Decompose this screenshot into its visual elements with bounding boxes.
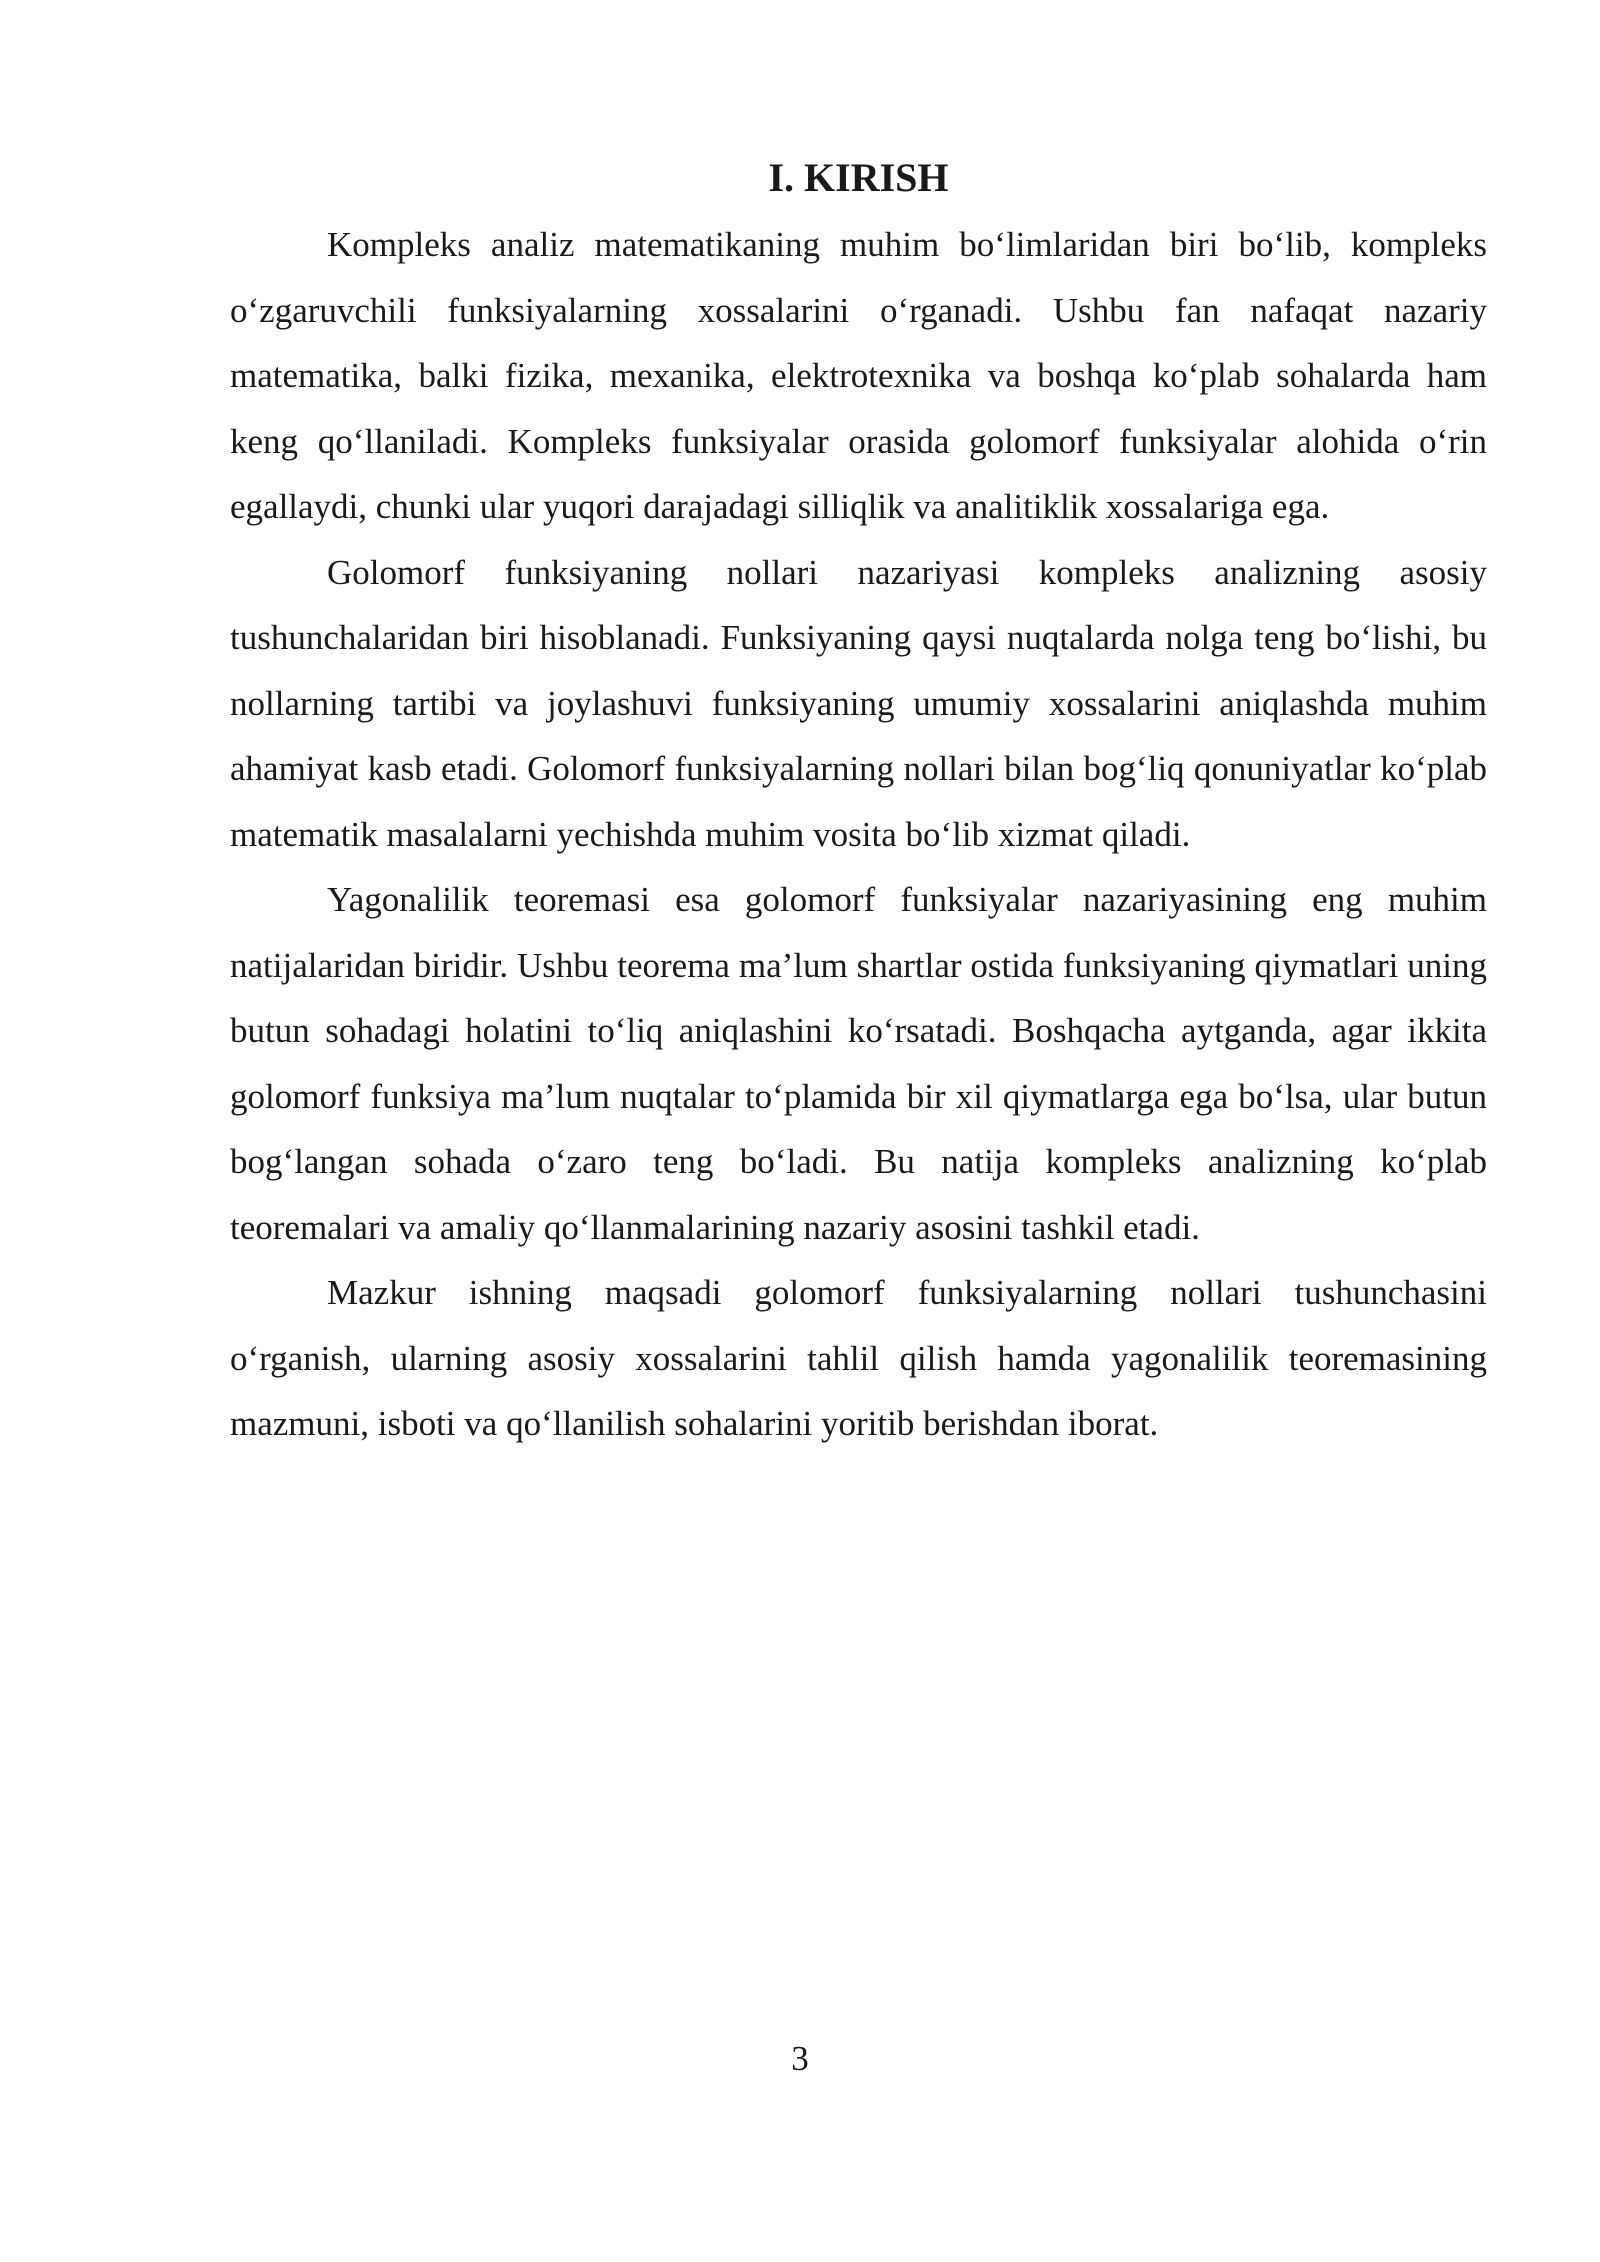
paragraph: Golomorf funksiyaning nollari nazariyasi kompleks analizning asosiy tushunchalaridan biri hisoblanadi. Funksiyaning qaysi nuqtalarda nolga teng bo‘lishi, bu nollarning tartibi va joylashuvi funksiyaning umumiy xossalarini aniqlashda muhim ahamiyat kasb etadi. Golomorf funksiyalarning nollari bilan bog‘liq qonuniyatlar ko‘plab matematik masalalarni yechishda muhim vosita bo‘lib xizmat qiladi. — [230, 552, 1487, 854]
section-heading: I. KIRISH — [768, 155, 949, 200]
page-content — [230, 150, 1487, 1457]
page-number: 3 — [791, 2039, 809, 2078]
paragraph: Yagonalilik teoremasi esa golomorf funksiyalar nazariyasining eng muhim natijalaridan biridir. Ushbu teorema ma’lum shartlar ostida funksiyaning qiymatlari uning butun sohadagi holatini to‘liq aniqlashini ko‘rsatadi. Boshqacha aytganda, agar ikkita golomorf funksiya ma’lum nuqtalar to‘plamida bir xil qiymatlarga ega bo‘lsa, ular butun bog‘langan sohada o‘zaro teng bo‘ladi. Bu natija kompleks analizning ko‘plab teoremalari va amaliy qo‘llanmalarining nazariy asosini tashkil etadi. — [230, 880, 1487, 1247]
paragraph: Mazkur ishning maqsadi golomorf funksiyalarning nollari tushunchasini o‘rganish, ularning asosiy xossalarini tahlil qilish hamda yagonalilik teoremasining mazmuni, isboti va qo‘llanilish sohalarini yoritib berishdan iborat. — [230, 1273, 1487, 1443]
paragraph: Kompleks analiz matematikaning muhim bo‘limlaridan biri bo‘lib, kompleks o‘zgaruvchili funksiyalarning xossalarini o‘rganadi. Ushbu fan nafaqat nazariy matematika, balki fizika, mexanika, elektrotexnika va boshqa ko‘plab sohalarda ham keng qo‘llaniladi. Kompleks funksiyalar orasida golomorf funksiyalar alohida o‘rin egallaydi, chunki ular yuqori darajadagi silliqlik va analitiklik xossalariga ega. — [230, 225, 1487, 526]
